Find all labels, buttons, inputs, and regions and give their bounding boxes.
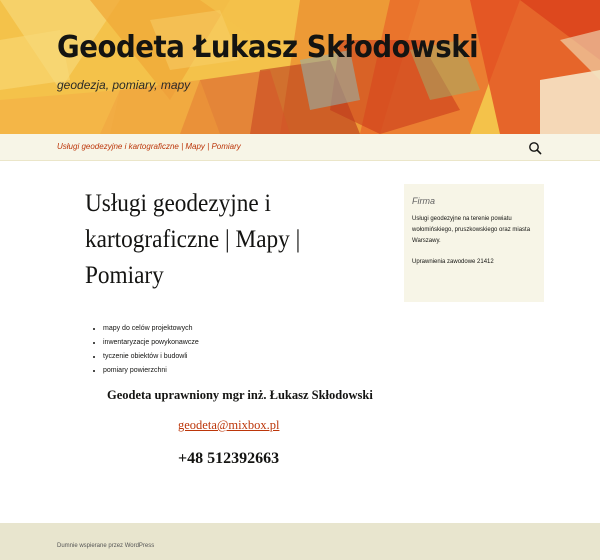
- email-link[interactable]: geodeta@mixbox.pl: [178, 418, 280, 432]
- footer-credit-link[interactable]: Dumnie wspierane przez WordPress: [57, 543, 155, 549]
- phone-number: +48 512392663: [178, 450, 280, 467]
- list-item: • pomiary powierzchni: [103, 364, 199, 378]
- surveyor-name: Geodeta uprawniony mgr inż. Łukasz Skłodowski: [107, 388, 373, 402]
- site-header: [0, 0, 600, 134]
- header-background-image: [0, 0, 600, 134]
- site-description: geodezja, pomiary, mapy: [57, 78, 191, 92]
- navigation-bar: [0, 134, 600, 161]
- list-item: • tyczenie obiektów i budowli: [103, 350, 199, 364]
- list-item: • mapy do celów projektowych: [103, 322, 199, 336]
- license-text: Uprawnienia zawodowe 21412: [412, 259, 494, 265]
- site-title[interactable]: Geodeta Łukasz Skłodowski: [57, 30, 479, 65]
- nav-link-services[interactable]: Usługi geodezyjne i kartograficzne | Mapy | Pomiary: [57, 142, 241, 151]
- services-list: [103, 322, 199, 378]
- page-title: Usługi geodezyjne i kartograficzne | Mapy | Pomiary: [85, 190, 301, 289]
- site-footer: [0, 523, 600, 560]
- search-icon[interactable]: [528, 141, 542, 155]
- widget-title: Firma: [412, 196, 435, 206]
- sidebar-widget: [404, 184, 544, 302]
- list-item: • inwentaryzacje powykonawcze: [103, 336, 199, 350]
- widget-text: Usługi geodezyjne na terenie powiatu wołomińskiego, pruszkowskiego oraz miasta Warszawy.: [412, 216, 531, 244]
